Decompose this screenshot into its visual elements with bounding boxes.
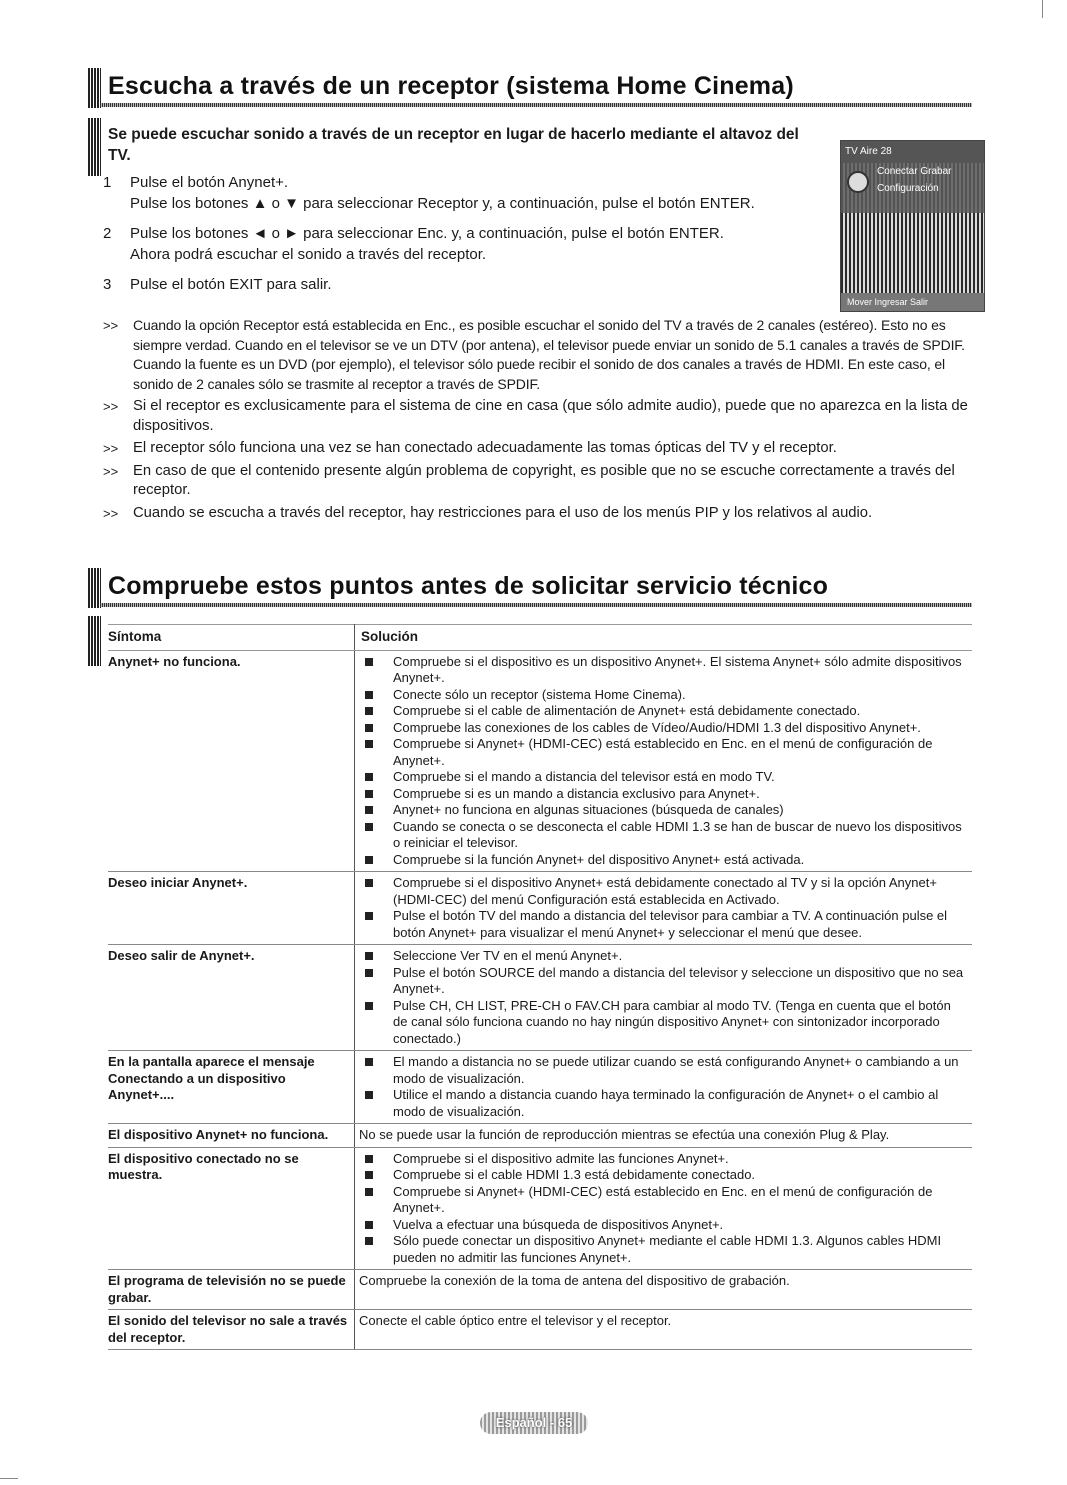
- list-item: [363, 1184, 966, 1217]
- solution-text: Compruebe si el mando a distancia del televisor está en modo TV.: [393, 769, 775, 784]
- square-bullet-icon: [365, 952, 373, 960]
- square-bullet-icon: [365, 912, 373, 920]
- list-item: [363, 998, 966, 1048]
- crop-mark: [1042, 0, 1043, 18]
- list-item: [363, 819, 966, 852]
- solution-text: Conecte sólo un receptor (sistema Home Cinema).: [393, 686, 686, 702]
- solution-text: Anynet+ no funciona en algunas situaciones (búsqueda de canales): [393, 802, 784, 817]
- step-item: [103, 274, 823, 295]
- table-row: [108, 945, 972, 1051]
- list-item: [363, 908, 966, 941]
- square-bullet-icon: [365, 1221, 373, 1229]
- solution-text: Compruebe si la función Anynet+ del dispositivo Anynet+ está activada.: [393, 851, 805, 867]
- crop-mark: [0, 1478, 18, 1479]
- page-number-badge: [480, 1412, 588, 1434]
- solution-cell: [355, 945, 973, 1051]
- symptom-cell: Anynet+ no funciona.: [108, 650, 355, 872]
- square-bullet-icon: [365, 969, 373, 977]
- note-arrow-icon: >>: [103, 441, 119, 456]
- note-item: [103, 439, 973, 459]
- solution-text: No se puede usar la función de reproducción mientras se efectúa una conexión Plug & Play.: [359, 1127, 890, 1142]
- header-solution: Solución: [355, 625, 973, 651]
- solution-text: Compruebe si el cable de alimentación de Anynet+ está debidamente conectado.: [393, 703, 861, 718]
- note-arrow-icon: >>: [103, 318, 118, 333]
- solution-text: Pulse CH, CH LIST, PRE-CH o FAV.CH para cambiar al modo TV. (Tenga en cuenta que el botón de canal sólo funciona cuando no hay ningún dispositivo Anynet+ con sintonizador incorporado conectado.): [393, 997, 951, 1046]
- tv-channel-label: TV Aire 28: [845, 146, 892, 157]
- note-arrow-icon: >>: [103, 399, 119, 414]
- notes-list: [103, 316, 973, 526]
- list-item: [363, 720, 966, 737]
- note-item: [103, 462, 973, 501]
- list-item: [363, 802, 966, 819]
- square-bullet-icon: [365, 707, 373, 715]
- note-item: [103, 504, 973, 524]
- section-marker-bar: [88, 616, 101, 666]
- list-item: [363, 1151, 966, 1168]
- table-row: [108, 650, 972, 872]
- step-number: 3: [103, 276, 112, 293]
- section-marker-bar: [88, 568, 101, 608]
- list-item: [363, 965, 966, 998]
- note-item: [103, 397, 973, 436]
- symptom-cell: Deseo iniciar Anynet+.: [108, 872, 355, 945]
- section-intro: Se puede escuchar sonido a través de un receptor en lugar de hacerlo mediante el altavoz del TV.: [108, 126, 799, 164]
- list-item: [363, 1217, 966, 1234]
- symptom-cell: El dispositivo conectado no se muestra.: [108, 1147, 355, 1270]
- solution-list: [363, 1151, 966, 1267]
- tv-screen-footer: [841, 293, 984, 311]
- note-text: Cuando la opción Receptor está establecida en Enc., es posible escuchar el sonido del TV a través de 2 canales (estéreo). Esto no es siempre verdad. Cuando en el televisor se ve un DTV (por antena), el televisor puede enviar un sonido de 5.1 canales a través de SPDIF. Cuando la fuente es un DVD (por ejemplo), el televisor sólo puede recibir el sonido de dos canales a través de HDMI. En este caso, el sonido de 2 canales sólo se trasmite al receptor a través de SPDIF.: [133, 317, 965, 392]
- list-item: [363, 703, 966, 720]
- solution-list: [363, 948, 966, 1047]
- table-header-row: [108, 625, 972, 651]
- solution-text: Utilice el mando a distancia cuando haya terminado la configuración de Anynet+ o el cambio al modo de visualización.: [393, 1087, 939, 1119]
- solution-text: Compruebe si Anynet+ (HDMI-CEC) está establecido en Enc. en el menú de configuración de Anynet+.: [393, 736, 933, 768]
- square-bullet-icon: [365, 773, 373, 781]
- solution-cell: [355, 1124, 973, 1148]
- list-item: [363, 1054, 966, 1087]
- list-item: [363, 1167, 966, 1184]
- step-line: Ahora podrá escuchar el sonido a través del receptor.: [130, 246, 487, 263]
- square-bullet-icon: [365, 1091, 373, 1099]
- solution-text: El mando a distancia no se puede utilizar cuando se está configurando Anynet+ o cambiando a un modo de visualización.: [393, 1054, 959, 1086]
- table-row: [108, 1270, 972, 1310]
- note-arrow-icon: >>: [103, 505, 119, 521]
- note-arrow-icon: >>: [103, 463, 119, 479]
- solution-text: Compruebe la conexión de la toma de antena del dispositivo de grabación.: [359, 1273, 790, 1288]
- solution-text: Compruebe si el cable HDMI 1.3 está debidamente conectado.: [393, 1167, 756, 1182]
- square-bullet-icon: [365, 823, 373, 831]
- solution-cell: [355, 650, 973, 872]
- note-text: En caso de que el contenido presente algún problema de copyright, es posible que no se escuche correctamente a través del receptor.: [133, 462, 955, 498]
- solution-text: Compruebe si el dispositivo es un dispositivo Anynet+. El sistema Anynet+ sólo admite dispositivos Anynet+.: [393, 653, 962, 685]
- troubleshooting-table: [108, 624, 972, 1350]
- header-symptom: Síntoma: [108, 625, 355, 651]
- solution-list: [363, 654, 966, 869]
- solution-list: [363, 1054, 966, 1120]
- symptom-cell: El sonido del televisor no sale a través del receptor.: [108, 1310, 355, 1350]
- table-row: [108, 1124, 972, 1148]
- solution-text: Cuando se conecta o se desconecta el cable HDMI 1.3 se han de buscar de nuevo los dispositivos o reiniciar el televisor.: [393, 818, 962, 850]
- table-row: [108, 1310, 972, 1350]
- square-bullet-icon: [365, 856, 373, 864]
- section-title-troubleshooting: Compruebe estos puntos antes de solicitar servicio técnico: [108, 572, 829, 600]
- solution-text: Seleccione Ver TV en el menú Anynet+.: [393, 948, 623, 963]
- list-item: [363, 769, 966, 786]
- tv-menu-screenshot: [840, 140, 985, 312]
- section-title-rule: [100, 603, 972, 607]
- square-bullet-icon: [365, 724, 373, 732]
- solution-text: Conecte el cable óptico entre el televisor y el receptor.: [359, 1313, 672, 1328]
- section-title-rule: [100, 103, 972, 107]
- step-item: [103, 172, 823, 214]
- square-bullet-icon: [365, 790, 373, 798]
- step-line: Pulse los botones ◄ o ► para seleccionar Enc. y, a continuación, pulse el botón ENTER.: [130, 225, 724, 242]
- step-number: 1: [103, 174, 112, 191]
- symptom-cell: Deseo salir de Anynet+.: [108, 945, 355, 1051]
- square-bullet-icon: [365, 806, 373, 814]
- square-bullet-icon: [365, 740, 373, 748]
- square-bullet-icon: [365, 1171, 373, 1179]
- tv-menu-item: Configuración: [877, 183, 939, 194]
- list-item: [363, 786, 966, 803]
- square-bullet-icon: [365, 1188, 373, 1196]
- list-item: [363, 654, 966, 687]
- solution-text: Compruebe las conexiones de los cables de Vídeo/Audio/HDMI 1.3 del dispositivo Anynet+.: [393, 719, 921, 735]
- solution-text: Vuelva a efectuar una búsqueda de dispositivos Anynet+.: [393, 1216, 724, 1232]
- solution-cell: [355, 872, 973, 945]
- square-bullet-icon: [365, 1155, 373, 1163]
- solution-text: Pulse el botón TV del mando a distancia del televisor para cambiar a TV. A continuación pulse el botón Anynet+ para visualizar el menú Anynet+ y seleccionar el menú que desee.: [393, 908, 948, 940]
- list-item: [363, 1087, 966, 1120]
- steps-list: [103, 172, 823, 304]
- list-item: [363, 852, 966, 869]
- step-item: [103, 223, 823, 265]
- step-line: Pulse los botones ▲ o ▼ para seleccionar Receptor y, a continuación, pulse el botón ENTER.: [130, 195, 755, 212]
- table-row: [108, 1147, 972, 1270]
- symptom-cell: El dispositivo Anynet+ no funciona.: [108, 1124, 355, 1148]
- list-item: [363, 875, 966, 908]
- note-text: Si el receptor es exclusicamente para el sistema de cine en casa (que sólo admite audio), puede que no aparezca en la lista de dispositivos.: [133, 398, 968, 434]
- solution-text: Compruebe si el dispositivo Anynet+ está debidamente conectado al TV y si la opción Anynet+ (HDMI-CEC) del menú Configuración está establecida en Activado.: [393, 875, 937, 907]
- list-item: [363, 736, 966, 769]
- step-line: Pulse el botón Anynet+.: [130, 174, 289, 191]
- step-line: Pulse el botón EXIT para salir.: [130, 276, 332, 293]
- note-text: Cuando se escucha a través del receptor, hay restricciones para el uso de los menús PIP y los relativos al audio.: [133, 504, 873, 521]
- symptom-cell: En la pantalla aparece el mensaje Conectando a un dispositivo Anynet+....: [108, 1051, 355, 1124]
- table-row: [108, 1051, 972, 1124]
- square-bullet-icon: [365, 658, 373, 666]
- tv-screen-header: [841, 141, 984, 163]
- solution-cell: [355, 1051, 973, 1124]
- table-row: [108, 872, 972, 945]
- tv-menu-item: Conectar Grabar: [877, 166, 952, 177]
- tv-footer-hint: Mover Ingresar Salir: [847, 297, 929, 307]
- note-item: [103, 316, 973, 394]
- solution-text: Pulse el botón SOURCE del mando a distancia del televisor y seleccione un dispositivo que no sea Anynet+.: [393, 964, 964, 996]
- square-bullet-icon: [365, 879, 373, 887]
- solution-list: [363, 875, 966, 941]
- square-bullet-icon: [365, 1237, 373, 1245]
- list-item: [363, 687, 966, 704]
- section-marker-bar: [88, 118, 101, 176]
- section-title-receiver: Escucha a través de un receptor (sistema Home Cinema): [108, 72, 794, 100]
- page-number: Español - 65: [495, 1415, 573, 1430]
- symptom-cell: El programa de televisión no se puede grabar.: [108, 1270, 355, 1310]
- list-item: [363, 948, 966, 965]
- solution-text: Compruebe si Anynet+ (HDMI-CEC) está establecido en Enc. en el menú de configuración de Anynet+.: [393, 1183, 933, 1215]
- square-bullet-icon: [365, 1058, 373, 1066]
- solution-cell: [355, 1147, 973, 1270]
- solution-text: Compruebe si el dispositivo admite las funciones Anynet+.: [393, 1150, 729, 1166]
- step-number: 2: [103, 225, 112, 242]
- anynet-disc-icon: [847, 171, 869, 193]
- solution-cell: [355, 1310, 973, 1350]
- solution-text: Compruebe si es un mando a distancia exclusivo para Anynet+.: [393, 785, 760, 801]
- list-item: [363, 1233, 966, 1266]
- solution-cell: [355, 1270, 973, 1310]
- solution-text: Sólo puede conectar un dispositivo Anynet+ mediante el cable HDMI 1.3. Algunos cables HDMI pueden no admitir las funciones Anynet+.: [393, 1233, 942, 1265]
- section-marker-bar: [88, 68, 101, 108]
- square-bullet-icon: [365, 1002, 373, 1010]
- square-bullet-icon: [365, 691, 373, 699]
- note-text: El receptor sólo funciona una vez se han conectado adecuadamente las tomas ópticas del TV y el receptor.: [133, 440, 837, 456]
